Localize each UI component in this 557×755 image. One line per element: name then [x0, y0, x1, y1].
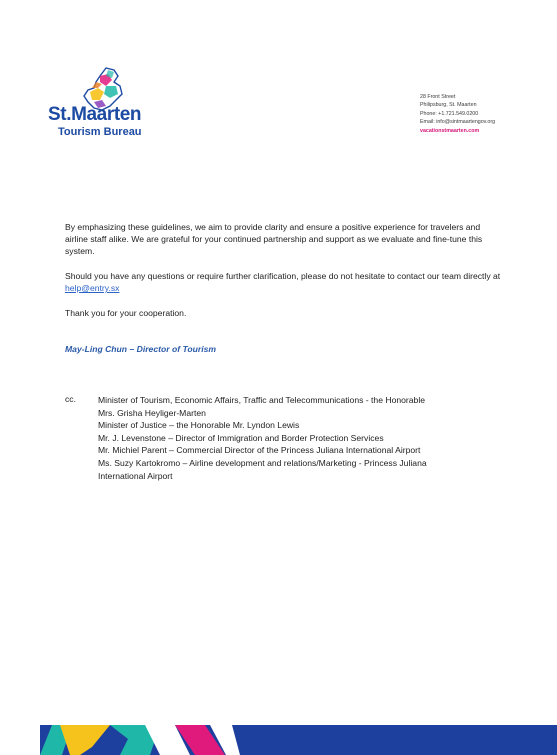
cc-line: Minister of Justice – the Honorable Mr. Lyndon Lewis	[98, 420, 300, 431]
paragraph-contact-text: Should you have any questions or require further clarification, please do not hesitate to contact our team directly at	[65, 271, 501, 281]
paragraph-guidelines: By emphasizing these guidelines, we aim to provide clarity and ensure a positive experience for travelers and airline staff alike. We are grateful for your continued partnership and support as we evaluate and fine-tune this system.	[65, 222, 483, 257]
address-email: Email: info@sintmaartengov.org	[420, 119, 496, 126]
address-website[interactable]: vacationstmaarten.com	[420, 127, 480, 134]
address-street: 28 Front Street	[420, 94, 456, 100]
cc-line: International Airport	[98, 470, 173, 481]
address-city: Philipsburg, St. Maarten	[420, 102, 477, 109]
cc-line: Mr. J. Levenstone – Director of Immigration and Border Protection Services	[98, 432, 384, 443]
cc-line: Mr. Michiel Parent – Commercial Director of the Princess Juliana International Airport	[98, 445, 421, 456]
footer-brand-band	[0, 725, 557, 755]
paragraph-thanks: Thank you for your cooperation.	[65, 308, 187, 318]
st-maarten-logo	[48, 66, 168, 144]
address-block	[420, 93, 495, 135]
cc-line: Ms. Suzy Kartokromo – Airline development and relations/Marketing - Princess Juliana	[98, 457, 427, 468]
cc-line: Minister of Tourism, Economic Affairs, Traffic and Telecommunications - the Honorable	[98, 395, 426, 405]
cc-line: Mrs. Grisha Heyliger-Marten	[98, 407, 206, 418]
paragraph-contact	[65, 270, 505, 294]
cc-list	[98, 394, 498, 482]
logo-subtitle: Tourism Bureau	[58, 126, 142, 138]
help-email-link[interactable]: help@entry.sx	[65, 283, 120, 294]
cc-label: cc.	[65, 394, 76, 404]
logo-title: St.Maarten	[48, 104, 142, 125]
signature: May-Ling Chun – Director of Tourism	[65, 344, 217, 354]
address-phone: Phone: +1.721.549.0200	[420, 110, 479, 117]
